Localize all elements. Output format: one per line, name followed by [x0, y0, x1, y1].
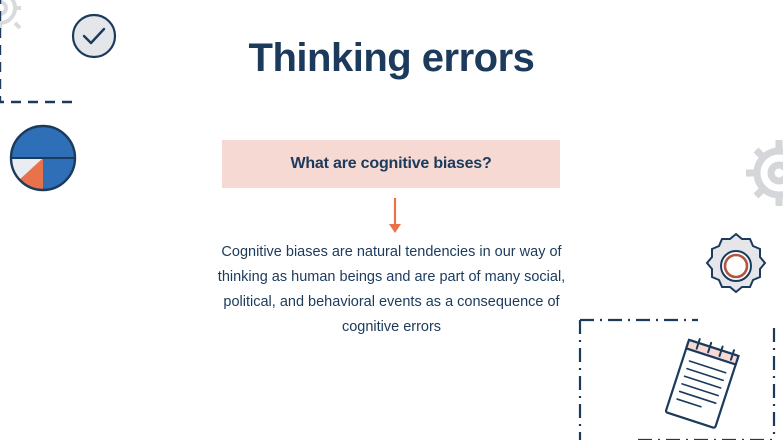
- gear-icon-orange: [700, 230, 772, 302]
- question-banner: [222, 140, 560, 188]
- page-title: Thinking errors: [248, 36, 535, 80]
- question-banner-label: What are cognitive biases?: [290, 155, 492, 172]
- down-arrow-icon: [385, 198, 405, 234]
- body-paragraph: Cognitive biases are natural tendencies in our way of thinking as human beings and are part of many social, political, and behavioral events as a consequence of cognitive errors: [217, 244, 566, 335]
- notepad-icon: [660, 336, 744, 432]
- pie-chart-icon: [9, 124, 77, 192]
- gear-icon-right-edge: [735, 130, 783, 216]
